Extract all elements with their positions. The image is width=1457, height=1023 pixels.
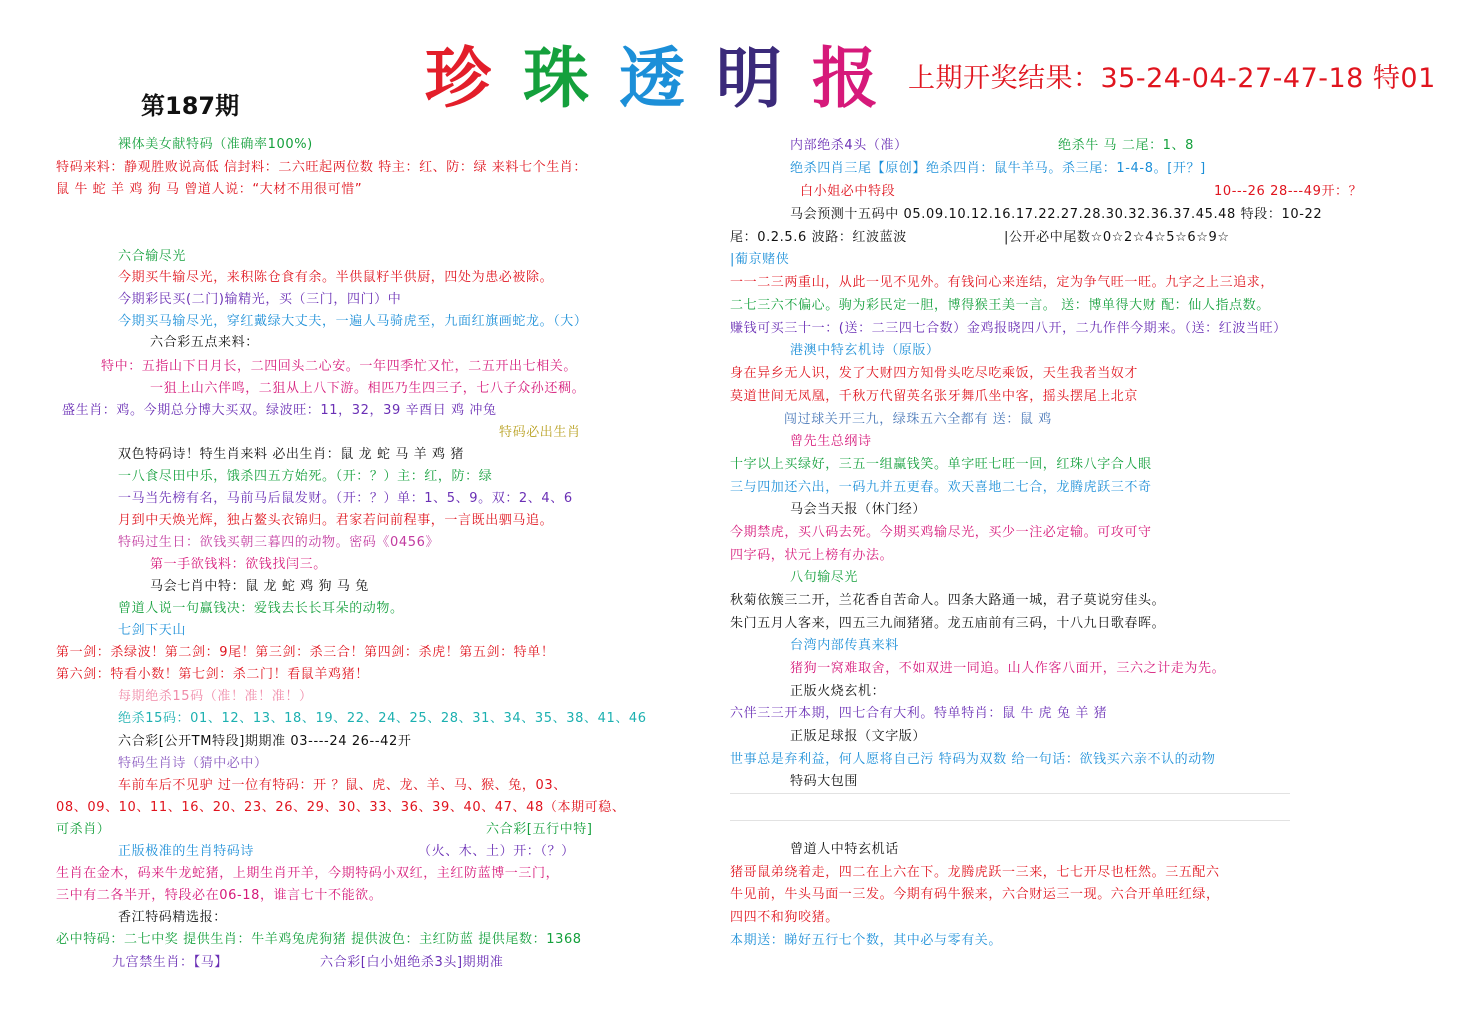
right-line: 朱门五月人客来，四五三九闹猪猪。龙五庙前有三码，十八九日歌春晖。 <box>730 616 1166 631</box>
right-line: 赚钱可买三十一：(送：二三四七合数）金鸡报晓四八开，二九作伴今期来。（送：红波当旺） <box>730 321 1287 336</box>
left-line: 香江特码精选报： <box>118 910 227 925</box>
masthead-char-4: 明 <box>716 39 782 117</box>
right-line: 曾道人中特玄机话 <box>790 842 899 857</box>
right-line: 秋菊依簇三二开，兰花香自苦命人。四条大路通一城，君子莫说穷佳头。 <box>730 593 1166 608</box>
masthead-char-1: 珍 <box>425 39 491 117</box>
right-line: 世事总是弃利益，何人愿将自己污 特码为双数 给一句话：欲钱买六亲不认的动物 <box>730 752 1216 767</box>
right-line: 尾：0.2.5.6 波路：红波蓝波 <box>730 230 907 245</box>
right-line: 绝杀四肖三尾【原创】绝杀四肖：鼠牛羊马。杀三尾：1-4-8。[开？] <box>790 161 1206 176</box>
left-line: 曾道人说一句赢钱决：爱钱去长长耳朵的动物。 <box>118 601 404 616</box>
left-line: 生肖在金木，码来牛龙蛇猪，上期生肖开羊，今期特码小双红，主红防蓝博一三门， <box>56 866 560 881</box>
right-line: 特码大包围 <box>790 774 859 789</box>
left-line: 九宫禁生肖：【马】 <box>112 955 228 970</box>
divider <box>730 820 1290 821</box>
left-line: 08、09、10、11、16、20、23、26、29、30、33、36、39、40、47、48（本期可稳、 <box>56 800 626 815</box>
left-line: 七剑下天山 <box>118 623 187 638</box>
left-line: 第一手欲钱料：欲钱找闫三。 <box>150 557 327 572</box>
right-line: 10---26 28---49开：？ <box>1214 184 1363 199</box>
right-line: 马会预测十五码中 05.09.10.12.16.17.22.27.28.30.32.36.37.45.48 特段：10-22 <box>790 207 1323 222</box>
right-line: 白小姐必中特段 <box>800 184 896 199</box>
right-line: 闯过球关开三九，绿珠五六全都有 送：鼠 鸡 <box>784 412 1052 427</box>
right-line: 四字码，状元上榜有办法。 <box>730 548 894 563</box>
left-line: 六合彩[白小姐绝杀3头]期期准 <box>320 955 504 970</box>
right-line: 猪哥鼠弟绕着走，四二在上六在下。龙腾虎跃一三来，七七开尽也枉然。三五配六 <box>730 865 1220 880</box>
right-line: 绝杀牛 马 二尾：1、8 <box>1058 138 1195 153</box>
left-line: 车前车后不见驴 过一位有特码：开 ？鼠、虎、龙、羊、马、猴、兔，03、 <box>118 778 567 793</box>
left-line: 马会七肖中特：鼠 龙 蛇 鸡 狗 马 兔 <box>150 579 369 594</box>
right-line: 三与四加还六出，一码九并五更春。欢天喜地二七合，龙腾虎跃三不奇 <box>730 480 1152 495</box>
left-line: 特码过生日：欲钱买朝三暮四的动物。密码《0456》 <box>118 535 440 550</box>
left-line: 裸体美女献特码（准确率100%) <box>118 137 313 152</box>
left-line: 六合彩[五行中特] <box>486 822 593 837</box>
right-line: 曾先生总纲诗 <box>790 434 872 449</box>
right-line: 台湾内部传真来料 <box>790 638 899 653</box>
left-line: 六合输尽光 <box>118 249 187 264</box>
issue-number: 第187期 <box>141 92 240 120</box>
right-line: 内部绝杀4头（准） <box>790 138 908 153</box>
left-line: 今期买牛输尽光，来积陈仓食有余。半供鼠籽半供厨，四处为患必被除。 <box>118 270 554 285</box>
left-line: 正版极准的生肖特码诗 <box>118 844 255 859</box>
last-draw-result: 上期开奖结果：35-24-04-27-47-18 特01 <box>908 63 1436 94</box>
left-line: 六合彩[公开TM特段]期期准 03----24 26--42开 <box>118 734 412 749</box>
right-line: 正版火烧玄机： <box>790 684 886 699</box>
left-line: 盛生肖：鸡。今期总分博大买双。绿波旺：11，32，39 辛酉日 鸡 冲兔 <box>62 403 497 418</box>
right-line: 身在异乡无人识，发了大财四方知骨头吃尽吃乘饭，天生我者当奴才 <box>730 366 1139 381</box>
right-line: 猪狗一窝难取舍，不如双进一同追。山人作客八面开，三六之计走为先。 <box>790 661 1226 676</box>
right-line: 二七三六不偏心。驹为彩民定一胆，博得猴王美一言。 送：博单得大财 配：仙人指点数。 <box>730 298 1270 313</box>
left-line: 第一剑：杀绿波！第二剑：9尾！第三剑：杀三合！第四剑：杀虎！第五剑：特单！ <box>56 645 555 660</box>
left-line: 一马当先榜有名，马前马后鼠发财。（开：？）单：1、5、9。双：2、4、6 <box>118 491 573 506</box>
right-line: 本期送：睇好五行七个数，其中必与零有关。 <box>730 933 1003 948</box>
left-line: 必中特码：二七中奖 提供生肖：牛羊鸡兔虎狗猪 提供波色：主红防蓝 提供尾数：1368 <box>56 932 582 947</box>
right-line: 六伴三三开本期，四七合有大利。特单特肖：鼠 牛 虎 兔 羊 猪 <box>730 706 1108 721</box>
masthead-char-3: 透 <box>619 39 685 117</box>
right-line: 四四不和狗咬猪。 <box>730 910 839 925</box>
left-line: 三中有二各半开，特段必在06-18，谁言七十不能欲。 <box>56 888 383 903</box>
right-line: 八句输尽光 <box>790 570 859 585</box>
left-line: 一八食尽田中乐，饿杀四五方始死。（开：？）主：红，防：绿 <box>118 469 493 484</box>
right-line: 牛见前，牛头马面一三发。今期有码牛猴来，六合财运三一现。六合开单旺红绿， <box>730 887 1220 902</box>
left-line: 每期绝杀15码（准！准！准！） <box>118 689 313 704</box>
right-line: |葡京赌侠 <box>730 252 790 267</box>
left-line: 双色特码诗！特生肖来料 必出生肖：鼠 龙 蛇 马 羊 鸡 猪 <box>118 447 464 462</box>
right-line: 今期禁虎，买八码去死。今期买鸡输尽光，买少一注必定输。可攻可守 <box>730 525 1152 540</box>
left-line: 特码来料：静观胜败说高低 信封料：二六旺起两位数 特主：红、防：绿 来料七个生肖： <box>56 160 587 175</box>
left-line: 特码生肖诗（猜中必中） <box>118 756 268 771</box>
masthead-char-2: 珠 <box>523 39 589 117</box>
left-line: 绝杀15码：01、12、13、18、19、22、24、25、28、31、34、35、38、41、46 <box>118 711 647 726</box>
left-line: （火、木、土）开：（？） <box>418 844 575 859</box>
left-line: 特码必出生肖 <box>499 425 581 440</box>
left-line: 六合彩五点来料： <box>150 335 259 350</box>
divider <box>730 793 1290 794</box>
left-line: 今期买马输尽光，穿红戴绿大丈夫，一遍人马骑虎至，九面红旗画蛇龙。（大） <box>118 314 588 329</box>
masthead-char-5: 报 <box>812 39 878 117</box>
left-line: 特中：五指山下日月长，二四回头二心安。一年四季忙又忙，二五开出七相关。 <box>101 359 578 374</box>
right-line: 莫道世间无凤凰，千秋万代留英名张牙舞爪坐中客，摇头摆尾上北京 <box>730 389 1139 404</box>
left-line: 鼠 牛 蛇 羊 鸡 狗 马 曾道人说：“大材不用很可惜” <box>56 182 363 197</box>
left-line: 第六剑：特看小数！第七剑：杀二门！看鼠羊鸡猪！ <box>56 667 369 682</box>
left-line: 月到中天焕光辉，独占鳌头衣锦归。君家若问前程事，一言既出驷马追。 <box>118 513 554 528</box>
right-line: 正版足球报（文字版） <box>790 729 927 744</box>
right-line: 港澳中特玄机诗（原版） <box>790 343 940 358</box>
right-line: 马会当天报（休门经） <box>790 502 927 517</box>
right-line: 十字以上买绿好，三五一组赢钱笑。单字旺七旺一回，红珠八字合人眼 <box>730 457 1152 472</box>
left-line: 可杀肖） <box>56 822 111 837</box>
right-line: |公开必中尾数☆0☆2☆4☆5☆6☆9☆ <box>1004 230 1230 245</box>
right-line: 一一二三两重山，从此一见不见外。有钱问心来连结，定为争气旺一旺。九字之上三追求， <box>730 275 1275 290</box>
left-line: 一狙上山六伴鸣，二狙从上八下游。相匹乃生四三子，七八子众孙还稠。 <box>150 381 586 396</box>
left-line: 今期彩民买(二门)输精光，买（三门，四门）中 <box>118 292 402 307</box>
